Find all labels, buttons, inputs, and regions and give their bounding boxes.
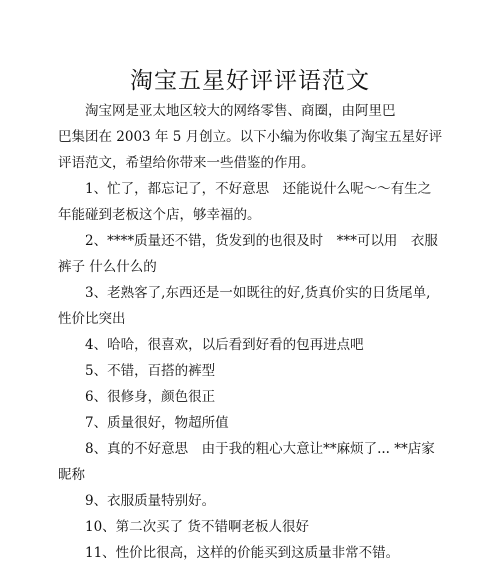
review-item-2 xyxy=(58,228,446,280)
review-item-8 xyxy=(58,436,446,488)
intro-line: 淘宝网是亚太地区较大的网络零售、商圈，由阿里巴 xyxy=(85,103,396,119)
review-line: 4、哈哈，很喜欢，以后看到好看的包再进点吧 xyxy=(85,337,364,353)
review-line: 8、真的不好意思 由于我的粗心大意让**麻烦了... **店家 xyxy=(85,441,435,457)
review-line: 10、第二次买了 货不错啊老板人很好 xyxy=(85,519,309,535)
document-title: 淘宝五星好评评语范文 xyxy=(130,68,370,94)
review-line: 年能碰到老板这个店，够幸福的。 xyxy=(58,207,261,223)
review-line: 1、忙了，都忘记了，不好意思 还能说什么呢～～有生之 xyxy=(85,181,432,197)
intro-line: 评语范文，希望给你带来一些借鉴的作用。 xyxy=(58,155,315,171)
review-item-7 xyxy=(58,410,446,436)
review-item-11 xyxy=(58,540,446,566)
review-item-3 xyxy=(58,280,446,332)
review-line: 6、很修身，颜色很正 xyxy=(85,389,216,405)
review-item-9 xyxy=(58,488,446,514)
review-item-4 xyxy=(58,332,446,358)
review-line: 性价比突出 xyxy=(58,311,126,327)
review-line: 7、质量很好，物超所值 xyxy=(85,415,229,431)
review-line: 昵称 xyxy=(58,467,85,483)
review-item-5 xyxy=(58,358,446,384)
review-line: 裤子 什么什么的 xyxy=(58,259,157,275)
intro-paragraph xyxy=(58,98,446,176)
review-line: 11、性价比很高，这样的价能买到这质量非常不错。 xyxy=(85,545,400,561)
review-line: 3、老熟客了,东西还是一如既往的好,货真价实的日货尾单, xyxy=(85,285,431,301)
review-line: 9、衣服质量特别好。 xyxy=(85,493,216,509)
review-line: 2、****质量还不错，货发到的也很及时 ***可以用 衣服 xyxy=(85,233,438,249)
intro-line: 巴集团在 2003 年 5 月创立。以下小编为你收集了淘宝五星好评 xyxy=(58,129,443,145)
review-line: 5、不错，百搭的裤型 xyxy=(85,363,216,379)
document-body xyxy=(58,98,446,566)
review-item-6 xyxy=(58,384,446,410)
review-item-1 xyxy=(58,176,446,228)
review-item-10 xyxy=(58,514,446,540)
